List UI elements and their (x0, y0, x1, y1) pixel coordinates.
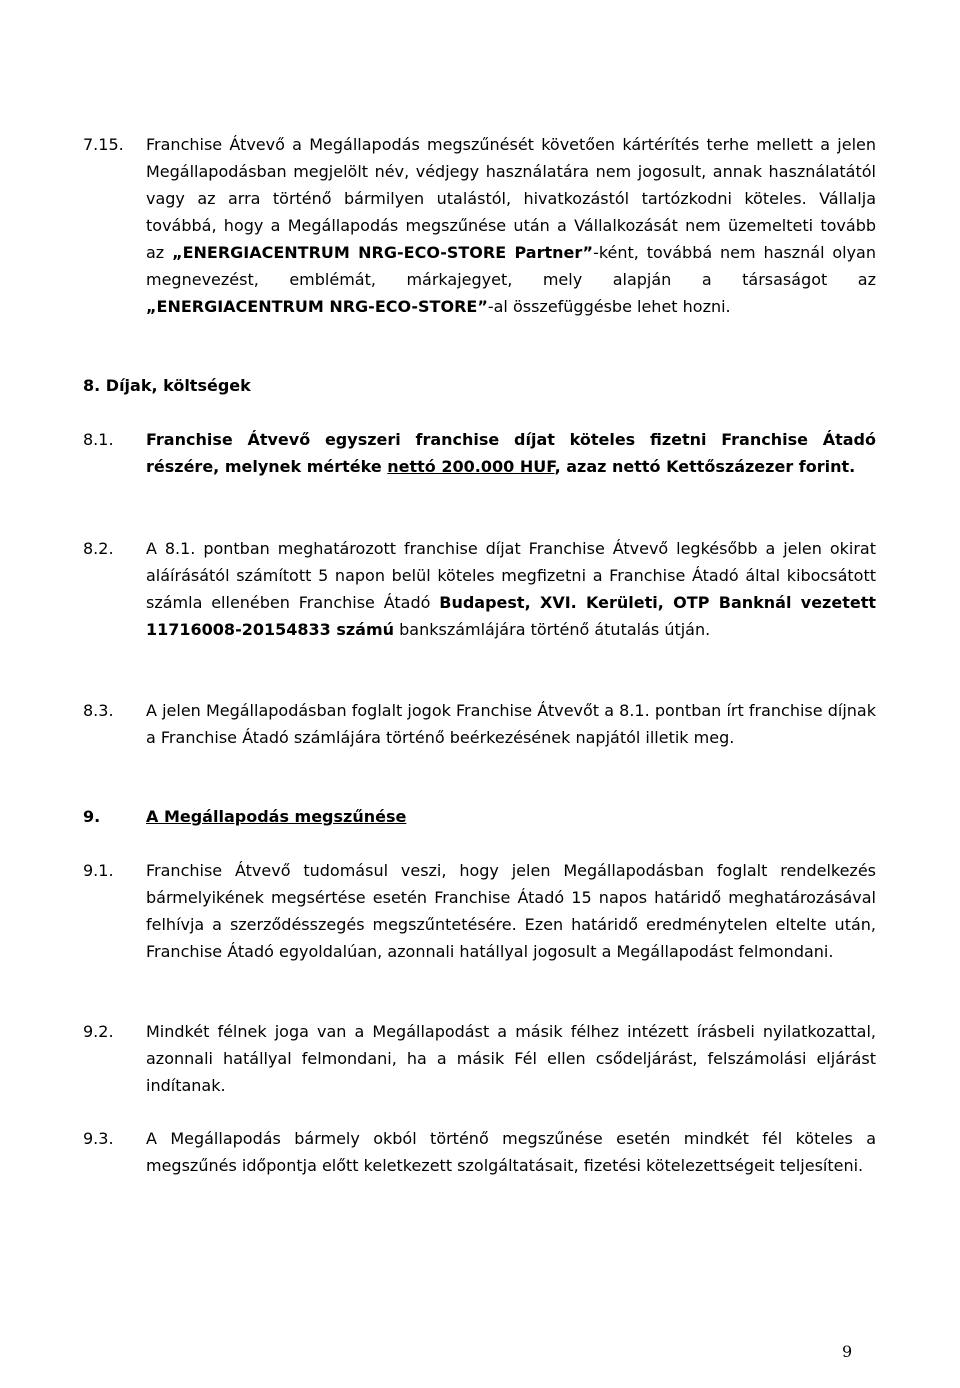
section-number: 9.1. (83, 861, 114, 880)
heading-title: A Megállapodás megszűnése (146, 807, 407, 826)
page-number: 9 (842, 1342, 853, 1361)
text-part: bankszámlájára történő átutalás útján. (394, 620, 711, 639)
text-part: -ként, továbbá nem használ olyan megnevezést, emblémát, márkajegyet, mely alapján a társaságot az (146, 243, 877, 289)
section-number: 8.2. (83, 539, 114, 558)
underlined-amount: nettó 200.000 HUF (387, 457, 555, 476)
text-part: -al összefüggésbe lehet hozni. (487, 297, 731, 316)
heading-8: 8. Díjak, költségek (83, 376, 251, 395)
section-text: Mindkét félnek joga van a Megállapodást a másik félhez intézett írásbeli nyilatkozattal, azonnali hatállyal felmondani, ha a másik Fél ellen csődeljárást, felszámolási eljárást indítanak. (146, 1022, 876, 1095)
section-number: 9.3. (83, 1129, 114, 1148)
text-part: Franchise Átvevő egyszeri franchise díjat köteles fizetni Franchise Átadó részére, melynek mértéke (146, 430, 876, 476)
text-part: , azaz nettó Kettőszázezer forint. (554, 457, 856, 476)
section-text (146, 131, 876, 320)
section-text: Franchise Átvevő tudomásul veszi, hogy jelen Megállapodásban foglalt rendelkezés bármelyikének megsértése esetén Franchise Átadó 15 napos határidő meghatározásával felhívja a szerződésszegés megszűntetésére. Ezen határidő eredménytelen eltelte után, Franchise Átadó egyoldalúan, azonnali hatállyal jogosult a Megállapodást felmondani. (146, 861, 876, 961)
heading-number: 9. (83, 807, 101, 826)
bold-brand-name: „ENERGIACENTRUM NRG-ECO-STORE” (146, 297, 488, 316)
text-part: A 8.1. pontban meghatározott franchise díjat Franchise Átvevő legkésőbb a jelen okirat aláírásától számított 5 napon belül köteles megfizetni a Franchise Átadó által kibocsátott számla ellenében Franchise Átadó (146, 539, 876, 612)
section-number: 8.3. (83, 701, 114, 720)
section-number: 9.2. (83, 1022, 114, 1041)
section-text (146, 535, 876, 643)
section-text: A jelen Megállapodásban foglalt jogok Franchise Átvevőt a 8.1. pontban írt franchise díjnak a Franchise Átadó számlájára történő beérkezésének napjától illetik meg. (146, 701, 876, 747)
section-text: A Megállapodás bármely okból történő megszűnése esetén mindkét fél köteles a megszűnés időpontja előtt keletkezett szolgáltatásait, fizetési kötelezettségeit teljesíteni. (146, 1129, 876, 1175)
section-number: 7.15. (83, 135, 124, 154)
section-number: 8.1. (83, 430, 114, 449)
bold-bank-details: Budapest, XVI. Kerületi, OTP Banknál vezetett 11716008-20154833 számú (146, 593, 877, 639)
text-part: Franchise Átvevő a Megállapodás megszűnését követően kártérítés terhe mellett a jelen Megállapodásban megjelölt név, védjegy használatára nem jogosult, annak használatától vagy az arra történő bármilyen utalástól, hivatkozástól tartózkodni köteles. Vállalja továbbá, hogy a Megállapodás megszűnése után a Vállalkozását nem üzemelteti tovább az (146, 135, 876, 262)
section-text (146, 426, 876, 480)
bold-brand-name: „ENERGIACENTRUM NRG-ECO-STORE Partner” (172, 243, 594, 262)
